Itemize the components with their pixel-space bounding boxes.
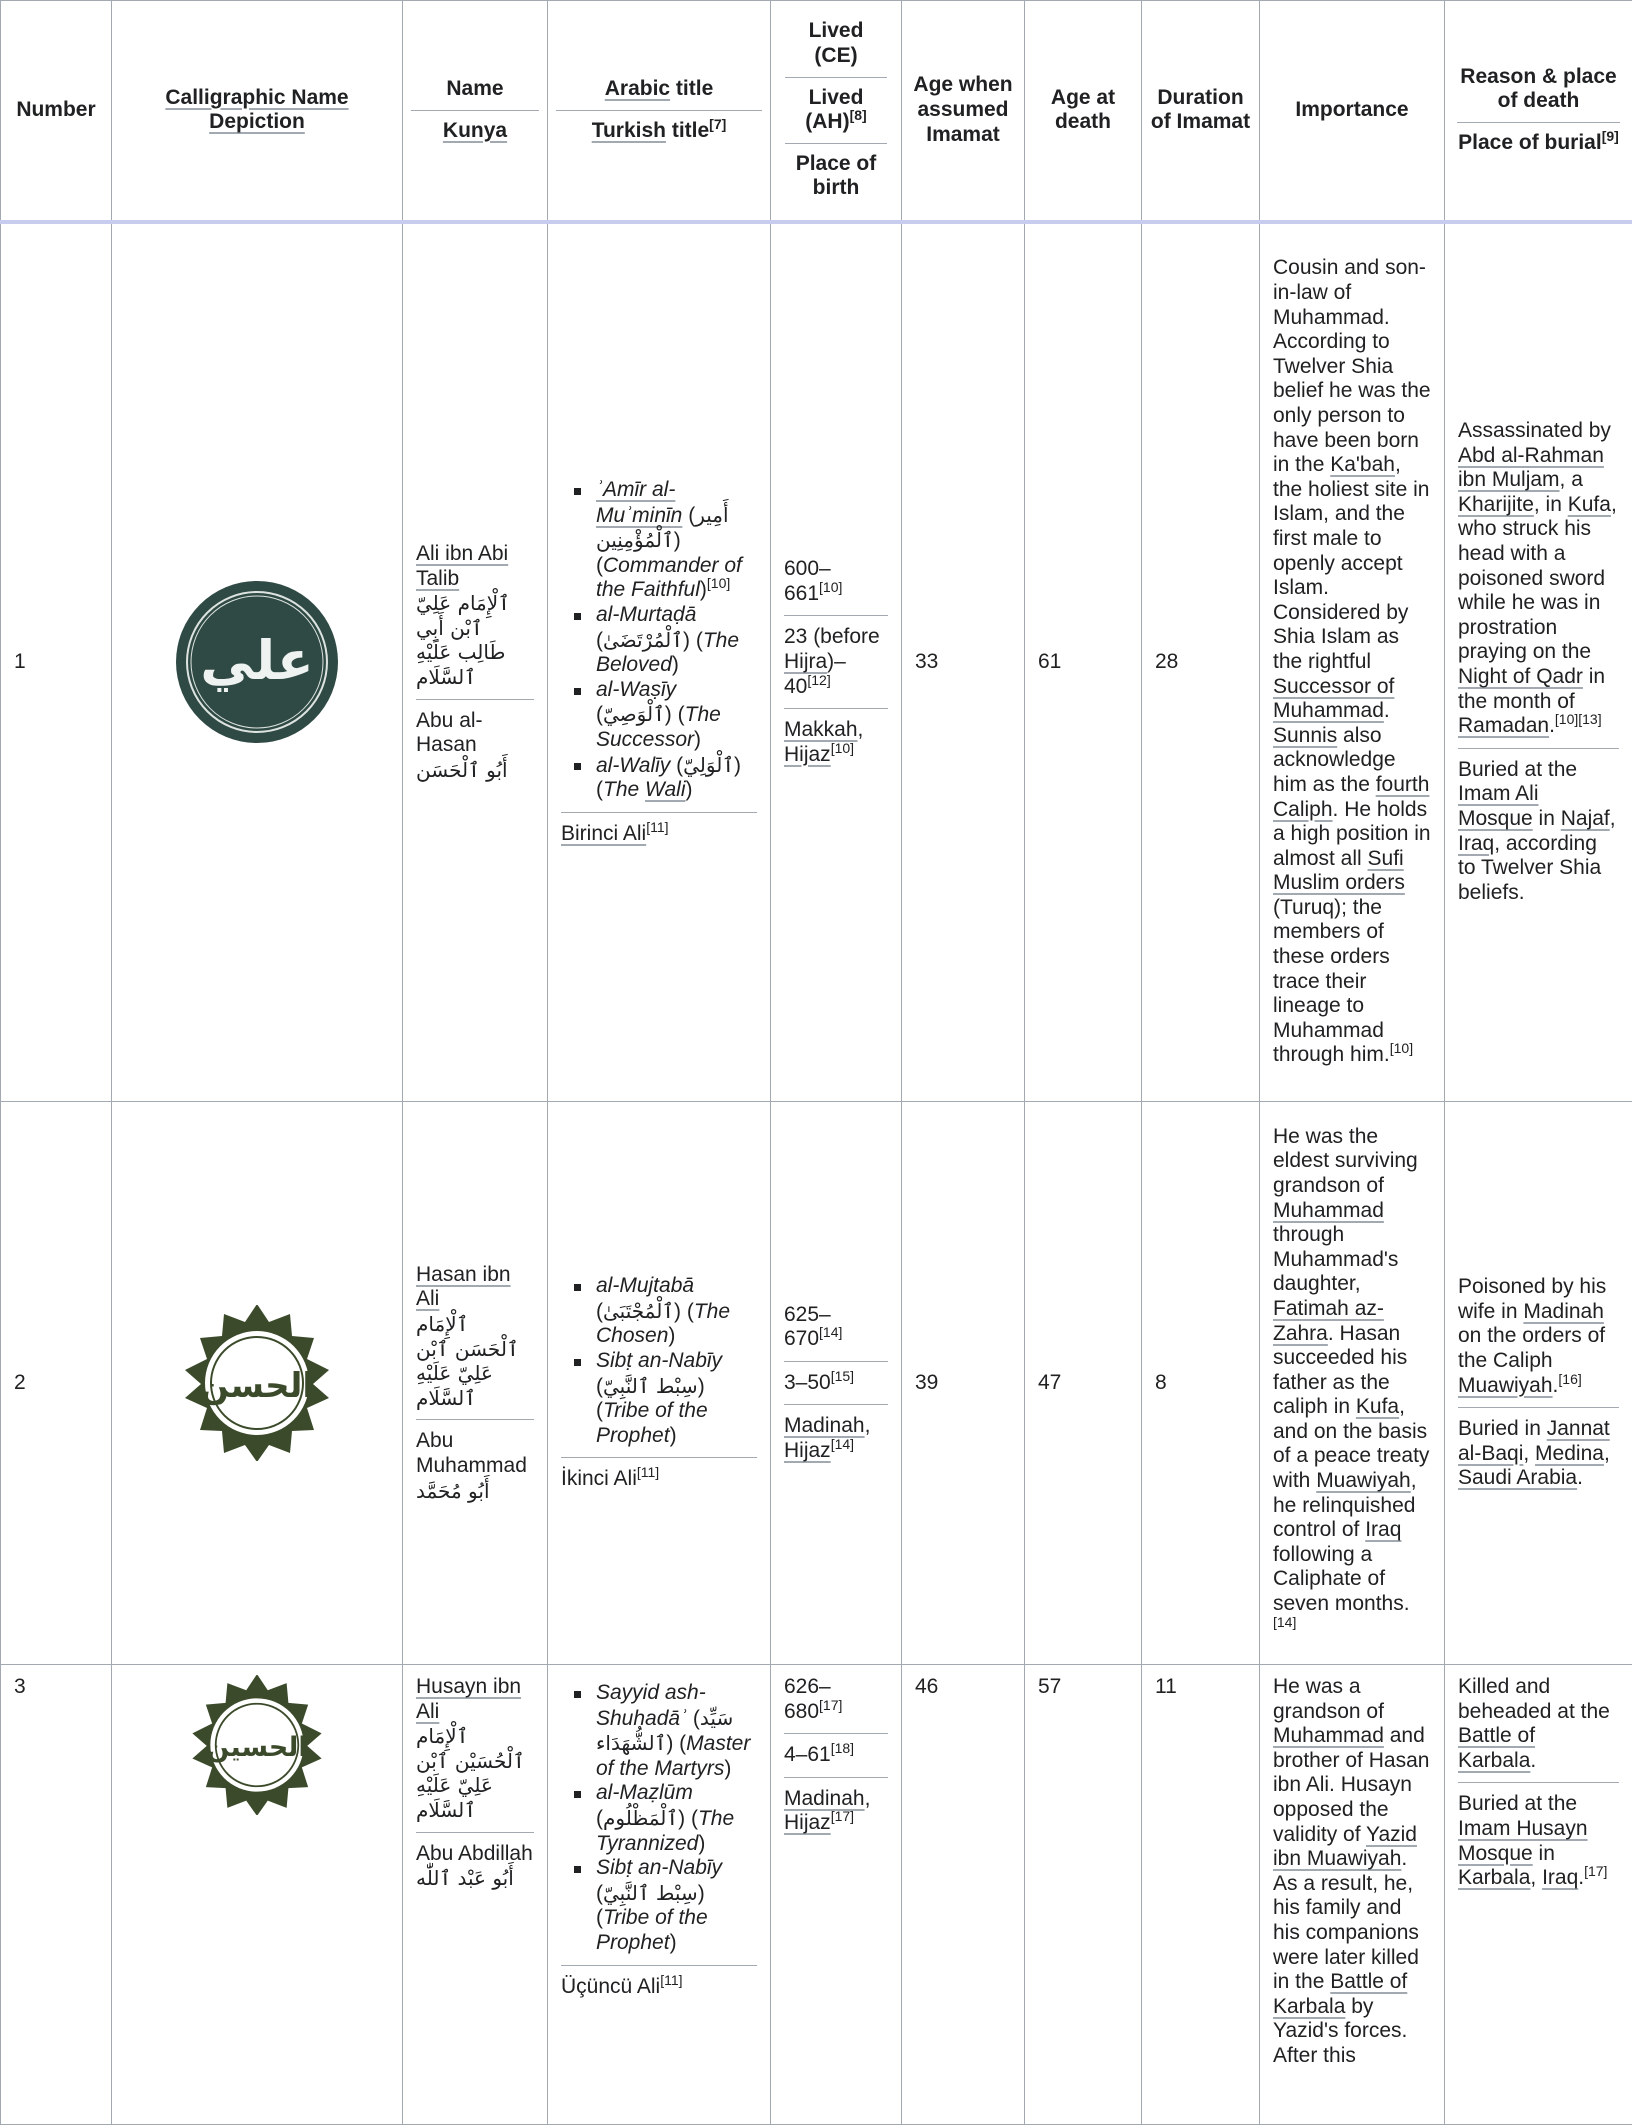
list-item: al-Mujtabā (ٱلْمُجْتَبَىٰ) (The Chosen)	[596, 1274, 757, 1349]
header-calligraphic[interactable]: Calligraphic Name Depiction	[112, 1, 403, 222]
importance-cell: He was the eldest surviving grandson of Muhammad through Muhammad's daughter, Fatimah az-Zahra. Hasan succeeded his father as the caliph in Kufa, and on the basis of a peace treaty with Muawiyah, he relinquished control of Iraq following a Caliphate of seven months.[14]	[1260, 1102, 1445, 1665]
titles-cell: Sayyid ash-Shuhadāʾ (سَيِّد ٱلشُّهَدَاء) (Master of the Martyrs) al-Maẓlūm (ٱلْمَظْلُوم) (The Tyrannized) Sibṭ an-Nabīy (سِبْط ٱلنَّبِيّ) (Tribe of the Prophet) Üçüncü Ali[11]	[548, 1665, 771, 2125]
importance-cell: Cousin and son-in-law of Muhammad. According to Twelver Shia belief he was the only person to have been born in the Ka'bah, the holiest site in Islam, and the first male to openly accept Islam. Considered by Shia Islam as the rightful Successor of Muhammad. Sunnis also acknowledge him as the fourth Caliph. He holds a high position in almost all Sufi Muslim orders (Turuq); the members of these orders trace their lineage to Muhammad through him.[10]	[1260, 222, 1445, 1102]
list-item: ʾAmīr al-Muʾminīn (أَمِير ٱلْمُؤْمِنِين) (Commander of the Faithful)[10]	[596, 478, 757, 603]
titles-list	[561, 1681, 757, 1956]
list-item: Sibṭ an-Nabīy (سِبْط ٱلنَّبِيّ) (Tribe of the Prophet)	[596, 1349, 757, 1448]
age-assumed: 39	[902, 1102, 1025, 1665]
turkish-title-link[interactable]: Birinci Ali	[561, 822, 646, 845]
imam-number: 2	[1, 1102, 112, 1665]
list-item: Sayyid ash-Shuhadāʾ (سَيِّد ٱلشُّهَدَاء) (Master of the Martyrs)	[596, 1681, 757, 1781]
header-importance: Importance	[1260, 1, 1445, 222]
duration: 8	[1142, 1102, 1260, 1665]
titles-list	[561, 1274, 757, 1448]
svg-text:الحسن: الحسن	[200, 1366, 314, 1406]
importance-cell: He was a grandson of Muhammad and brother of Hasan ibn Ali. Husayn opposed the validity of Yazid ibn Muawiyah. As a result, he, his family and his companions were later killed in the Battle of Karbala by Yazid's forces. After this	[1260, 1665, 1445, 2125]
header-age-assumed: Age when assumed Imamat	[902, 1, 1025, 222]
list-item: al-Waṣīy (ٱلْوَصِيّ) (The Successor)	[596, 678, 757, 753]
table-row	[1, 1102, 1632, 1665]
age-death: 61	[1025, 222, 1142, 1102]
header-lived: Lived (CE) Lived (AH)[8] Place of birth	[771, 1, 902, 222]
age-death: 47	[1025, 1102, 1142, 1665]
list-item: Sibṭ an-Nabīy (سِبْط ٱلنَّبِيّ) (Tribe of the Prophet)	[596, 1856, 757, 1955]
table-row	[1, 222, 1632, 1102]
turkish-link[interactable]: Turkish	[592, 119, 666, 142]
list-item: al-Walīy (ٱلْوَلِيّ) (The Wali)	[596, 753, 757, 803]
age-death: 57	[1025, 1665, 1142, 2125]
name-cell: Hasan ibn Ali ٱلْإِمَام ٱلْحَسَن ٱبْن عَلِيّ عَلَيْهِ ٱلسَّلَام Abu Muhammad أَبُو مُحَمَّد	[403, 1102, 548, 1665]
wali-link[interactable]: Wali	[645, 778, 685, 801]
name-cell: Husayn ibn Ali ٱلْإِمَام ٱلْحُسَيْن ٱبْن عَلِيّ عَلَيْهِ ٱلسَّلَام Abu Abdillah أَبُو عَبْد ٱللّٰه	[403, 1665, 548, 2125]
imam-number: 1	[1, 222, 112, 1102]
svg-text:الحسين: الحسين	[206, 1732, 307, 1763]
header-name-kunya: Name Kunya	[403, 1, 548, 222]
list-item: al-Maẓlūm (ٱلْمَظْلُوم) (The Tyrannized)	[596, 1781, 757, 1856]
calligraphy-cell	[112, 222, 403, 1102]
header-row	[1, 1, 1632, 222]
imam-number: 3	[1, 1665, 112, 2125]
lived-cell: 626–680[17] 4–61[18] Madinah, Hijaz[17]	[771, 1665, 902, 2125]
age-assumed: 33	[902, 222, 1025, 1102]
hijra-link[interactable]: Hijra	[784, 650, 827, 673]
lived-cell: 625–670[14] 3–50[15] Madinah, Hijaz[14]	[771, 1102, 902, 1665]
name-link[interactable]: Hasan ibn Ali	[416, 1263, 511, 1311]
header-duration: Duration of Imamat	[1142, 1, 1260, 222]
death-cell: Killed and beheaded at the Battle of Karbala. Buried at the Imam Husayn Mosque in Karbala, Iraq.[17]	[1445, 1665, 1632, 2125]
name-link[interactable]: Husayn ibn Ali	[416, 1675, 521, 1723]
table-row	[1, 1665, 1632, 2125]
svg-text:علي: علي	[200, 629, 314, 692]
list-item: al-Murtaḍā (ٱلْمُرْتَضَىٰ) (The Beloved)	[596, 603, 757, 678]
hasan-calligraphy-emblem	[179, 1305, 335, 1461]
name-link[interactable]: Ali ibn Abi Talib	[416, 542, 508, 590]
death-cell: Assassinated by Abd al-Rahman ibn Muljam, a Kharijite, in Kufa, who struck his head with a poisoned sword while he was in prostration praying on the Night of Qadr in the month of Ramadan.[10][13] Buried at the Imam Ali Mosque in Najaf, Iraq, according to Twelver Shia beliefs.	[1445, 222, 1632, 1102]
calligraphy-cell	[112, 1665, 403, 2125]
husayn-calligraphy-emblem	[187, 1675, 327, 1815]
header-age-death: Age at death	[1025, 1, 1142, 222]
header-death: Reason & place of death Place of burial[9]	[1445, 1, 1632, 222]
lived-cell: 600–661[10] 23 (before Hijra)–40[12] Makkah, Hijaz[10]	[771, 222, 902, 1102]
header-titles: Arabic title Turkish title[7]	[548, 1, 771, 222]
header-number: Number	[1, 1, 112, 222]
arabic-link[interactable]: Arabic	[605, 77, 670, 100]
ali-calligraphy-emblem	[174, 579, 340, 745]
titles-cell: ʾAmīr al-Muʾminīn (أَمِير ٱلْمُؤْمِنِين) (Commander of the Faithful)[10] al-Murtaḍā (ٱلْمُرْتَضَىٰ) (The Beloved) al-Waṣīy (ٱلْوَصِيّ) (The Successor) al-Walīy (ٱلْوَلِيّ) (The Wali) Birinci Ali[11]	[548, 222, 771, 1102]
death-cell: Poisoned by his wife in Madinah on the orders of the Caliph Muawiyah.[16] Buried in Jannat al-Baqi, Medina, Saudi Arabia.	[1445, 1102, 1632, 1665]
calligraphy-cell	[112, 1102, 403, 1665]
duration: 28	[1142, 222, 1260, 1102]
titles-cell: al-Mujtabā (ٱلْمُجْتَبَىٰ) (The Chosen) Sibṭ an-Nabīy (سِبْط ٱلنَّبِيّ) (Tribe of the Prophet) İkinci Ali[11]	[548, 1102, 771, 1665]
kunya-link[interactable]: Kunya	[443, 119, 507, 142]
name-cell: Ali ibn Abi Talib ٱلْإِمَام عَلِيّ ٱبْن أَبِي طَالِب عَلَيْهِ ٱلسَّلَام Abu al-Hasan أَبُو ٱلْحَسَن	[403, 222, 548, 1102]
titles-list	[561, 478, 757, 803]
duration: 11	[1142, 1665, 1260, 2125]
age-assumed: 46	[902, 1665, 1025, 2125]
